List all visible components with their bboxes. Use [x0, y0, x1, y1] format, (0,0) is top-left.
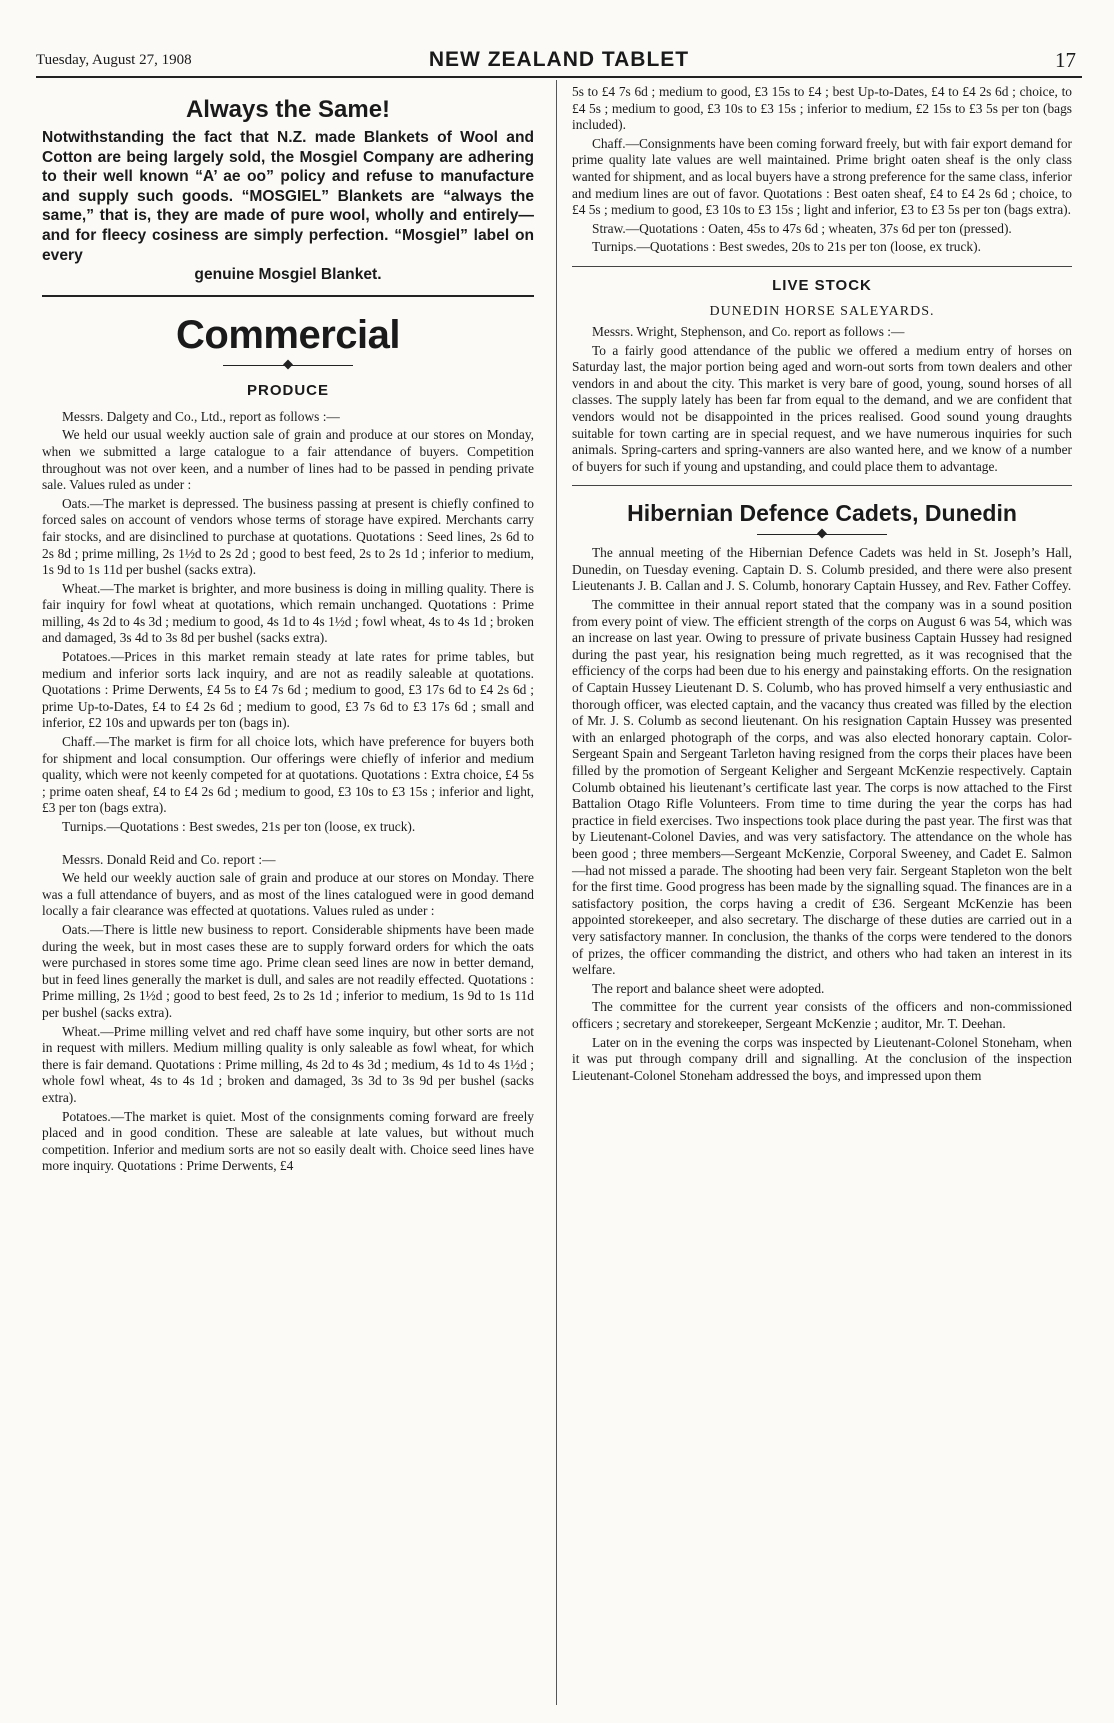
advert-title: Always the Same! [185, 96, 391, 123]
paragraph: The report and balance sheet were adopted. [592, 980, 825, 996]
paragraph: Chaff.—The market is firm for all choice lots, which have preference for buyers both for shipment and local consumption. Our offerings were chiefly of inferior and medium quality, which were not keenly competed for at quotations. Quotations : Extra choice, £4 5s ; prime oaten sheaf, £4 to £4 2s 6d ; medium to good, £3 10s to £3 15s ; inferior and light, £3 per ton (bags extra). [42, 734, 534, 816]
horse-saleyards-heading: DUNEDIN HORSE SALEYARDS. [709, 303, 935, 319]
live-stock-report [572, 324, 1072, 475]
page-header [36, 48, 1082, 74]
mosgiel-advert [42, 96, 534, 285]
paragraph: The committee in their annual report stated that the company was in a sound position from every point of view. The efficient strength of the corps on August 6 was 54, which was an increase on last year. Owing to pressure of private business Captain Hussey had resigned during the past year, his resignation being much regretted, as it was recognised that the efficiency of the corps had been due to his energy and painstaking efforts. On the resignation of Captain Hussey Lieutenant D. S. Columb, who has proved himself a very enthusiastic and thorough officer, was elected captain, and the vacancy thus created was filled by the election of Mr. J. S. Columb as second lieutenant. On his resignation Captain Hussey was presented with an enlarged photograph of the corps, and was also elected honorary captain. Color-Sergeant Spain and Sergeant Tarleton having resigned from the corps their places have been filled by the promotion of Sergeant Keligher and Sergeant McKenzie respectively. Captain Columb obtained his lieutenant’s certificate last year. The corps is now attached to the First Battalion Otago Rifle Volunteers. From time to time during the year the corps has had practice in field exercises. Two inspections took place during the past year. The first was that by Lieutenant-Colonel Davies, and was very satisfactory. The attendance on the whole has been good ; three members—Sergeant McKenzie, Corporal Sweeney, and Cadet E. Salmon—had not missed a parade. The shooting had been very fair. Sergeant Stapleton won the belt for the first time. Good progress has been made by the signalling squad. The finances are in a satisfactory position, the corps having a credit of £36. Sergeant McKenzie has been appointed storekeeper, and also secretary. The discharge of these duties are carried out in a very satisfactory manner. In conclusion, the thanks of the corps were tendered to the donors of prizes, the officer commanding the district, and others who had taken an interest in its welfare. [572, 597, 1072, 978]
paragraph: Turnips.—Quotations : Best swedes, 21s per ton (loose, ex truck). [62, 819, 416, 834]
paragraph: Messrs. Dalgety and Co., Ltd., report as follows :— [62, 408, 340, 424]
section-rule [572, 485, 1072, 486]
paragraph: To a fairly good attendance of the public we offered a medium entry of horses on Saturday last, the major portion being aged and worn-out sorts from town dealers and other vendors in and about the city. This market is very bare of good, young, sound horses of all classes. The supply lately has been far from equal to the demand, and we are confident that vendors would not be disappointed in the prices realised. Good sound young draughts suitable for town carting are in special request, and we have numerous inquiries for such animals. Spring-carters and spring-vanners are also wanted here, and we know of a number of buyers for such if young and upstanding, and could place them to advantage. [572, 342, 1072, 474]
commercial-title: Commercial [176, 312, 400, 357]
hibernian-article [572, 545, 1072, 1084]
paragraph: Potatoes.—The market is quiet. Most of the consignments coming forward are freely placed and in good condition. These are saleable at late values, but without much competition. Inferior and medium sorts are not so easily dealt with. Choice seed lines have more inquiry. Quotations : Prime Derwents, £4 [42, 1108, 534, 1174]
masthead: NEW ZEALAND TABLET [428, 48, 690, 71]
live-stock-heading: LIVE STOCK [772, 276, 872, 294]
paragraph: Messrs. Wright, Stephenson, and Co. report as follows :— [592, 323, 905, 339]
paragraph: We held our usual weekly auction sale of grain and produce at our stores on Monday, when we submitted a large catalogue to a fair attendance of buyers. Competition throughout was not over keen, and a number of lines had to be passed in pending private sale. Values ruled as under : [42, 427, 534, 493]
advert-body: Notwithstanding the fact that N.Z. made Blankets of Wool and Cotton are being largely sold, the Mosgiel Company are adhering to their well known “A’ ae oo” policy and refuse to manufacture and supply such goods. “MOSGIEL” Blankets are “always the same,” that is, they are made of pure wool, wholly and entirely—and for fleecy cosiness are simply perfection. “Mosgiel” label on every [42, 129, 534, 264]
paragraph: 5s to £4 7s 6d ; medium to good, £3 15s to £4 ; best Up-to-Dates, £4 to £4 2s 6d ; choice, to £4 5s ; medium to good, £3 10s to £3 15s ; inferior to medium, £2 15s to £3 5s per ton (bags included). [572, 84, 1072, 133]
advert-text [42, 128, 534, 285]
paragraph: Oats.—The market is depressed. The business passing at present is chiefly confined to forced sales on account of vendors whose terms of storage have expired. Merchants carry fair stocks, and are disinclined to purchase at quotations. Quotations : Seed lines, 2s 6d to 2s 8d ; prime milling, 2s 1½d to 2s 2d ; good to best feed, 2s to 2s 1d ; inferior to medium, 1s 9d to 1s 11d per bushel (sacks extra). [42, 495, 534, 578]
paragraph: Wheat.—The market is brighter, and more business is doing in milling quality. There is fair inquiry for fowl wheat at quotations, which remain unchanged. Quotations : Prime milling, 4s 2d to 4s 3d ; medium to good, 4s 1d to 4s 1½d ; fowl wheat, 4s to 4s 1d ; broken and damaged, 3s 4d to 3s 8d per bushel (sacks extra). [42, 580, 534, 646]
paragraph: We held our weekly auction sale of grain and produce at our stores on Monday. There was a full attendance of buyers, and as most of the lines catalogued were in good demand locally a fair clearance was effected at quotations. Values ruled as under : [42, 870, 534, 919]
dalgety-report [42, 409, 534, 836]
section-rule [572, 266, 1072, 267]
diamond-rule [223, 360, 353, 372]
advert-last-line: genuine Mosgiel Blanket. [194, 266, 382, 284]
left-column [42, 84, 534, 1177]
issue-date: Tuesday, August 27, 1908 [36, 52, 192, 68]
column-divider [556, 80, 557, 1705]
paragraph: Later on in the evening the corps was inspected by Lieutenant-Colonel Stoneham, when it was put through company drill and signalling. At the conclusion of the inspection Lieutenant-Colonel Stoneham addressed the boys, and impressed upon them [572, 1034, 1072, 1083]
produce-heading: PRODUCE [246, 381, 329, 399]
right-column [572, 84, 1072, 1086]
paragraph: Oats.—There is little new business to report. Considerable shipments have been made during the week, but in most cases these are to supply forward orders for which the oats were purchased in stores some time ago. Prime clean seed lines are now in better demand, but in feed lines generally the market is dull, and sales are not readily effected. Quotations : Prime milling, 2s 1½d ; good to best feed, 2s to 2s 1d ; inferior to medium, 1s 9d to 1s 11d per bushel (sacks extra). [42, 921, 534, 1020]
paragraph: Turnips.—Quotations : Best swedes, 20s to 21s per ton (loose, ex truck). [592, 239, 981, 255]
paragraph: Chaff.—Consignments have been coming forward freely, but with fair export demand for prime quality late values are well maintained. Prime bright oaten sheaf is the only class wanted for shipment, and as local buyers have a strong preference for the same class, inferior and medium lines are out of favor. Quotations : Best oaten sheaf, £4 to £4 2s 6d ; choice, to £4 5s ; medium to good, £3 10s to £3 15s ; light and inferior, £3 to £3 5s per ton (bags extra). [572, 135, 1072, 218]
reid-report [42, 852, 534, 1175]
paragraph: Wheat.—Prime milling velvet and red chaff have some inquiry, but other sorts are not in request with millers. Medium milling quality is only saleable as fowl wheat, for which there is fair demand. Quotations : Prime milling, 4s 2d to 4s 3d ; medium, 4s 1d to 4s 1½d ; whole fowl wheat, 4s to 4s 1d ; broken and damaged, 3s 3d to 3s 9d per bushel (sacks extra). [42, 1023, 534, 1105]
header-rule [36, 76, 1082, 78]
paragraph: The annual meeting of the Hibernian Defence Cadets was held in St. Joseph’s Hall, Dunedin, on Tuesday evening. Captain D. S. Columb presided, and there were also present Lieutenants J. B. Callan and J. S. Columb, honorary Captain Hussey, and Rev. Father Coffey. [572, 545, 1072, 594]
page-number: 17 [1055, 48, 1076, 72]
hibernian-title: Hibernian Defence Cadets, Dunedin [627, 500, 1017, 527]
produce-continuation [572, 84, 1072, 256]
paragraph: Potatoes.—Prices in this market remain steady at late rates for prime tables, but medium and inferior sorts lack inquiry, and are not as readily saleable at quotations. Quotations : Prime Derwents, £4 5s to £4 7s 6d ; medium to good, £3 17s 6d to £4 2s 6d ; prime Up-to-Dates, £4 to £4 2s 6d ; medium to good, £3 7s 6d to £3 17s 6d ; small and inferior, £2 10s and upwards per ton (bags in). [42, 649, 534, 731]
paragraph: Messrs. Donald Reid and Co. report :— [62, 851, 276, 867]
advert-rule [42, 295, 534, 297]
paragraph: Straw.—Quotations : Oaten, 45s to 47s 6d ; wheaten, 37s 6d per ton (pressed). [592, 220, 1012, 236]
paragraph: The committee for the current year consists of the officers and non-commissioned officers ; secretary and storekeeper, Sergeant McKenzie ; auditor, Mr. T. Deehan. [572, 999, 1072, 1031]
diamond-rule [757, 529, 887, 541]
